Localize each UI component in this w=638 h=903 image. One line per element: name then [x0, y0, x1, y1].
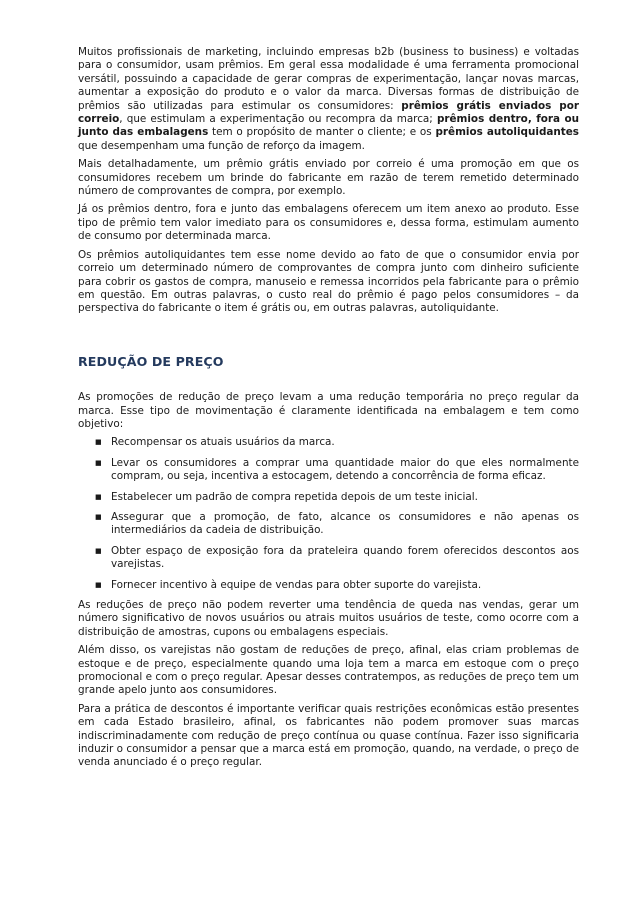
- intro-paragraph-2: Mais detalhadamente, um prêmio grátis enviado por correio é uma promoção em que os consumidores recebem um brinde do fabricante em razão de terem remetido determinado número de comprovantes de compra, por exemplo.: [78, 158, 579, 198]
- section-paragraph-5: As reduções de preço não podem reverter uma tendência de queda nas vendas, gerar um número significativo de novos usuários ou atrais muitos usuários de teste, como ocorre com a distribuição de amostras, cupons ou embalagens especiais.: [78, 599, 579, 638]
- square-bullet-icon: ■: [95, 458, 102, 467]
- list-item: ■ Levar os consumidores a comprar uma quantidade maior do que eles normalmente compram, ou seja, incentiva a estocagem, detendo a concorrência de forma eficaz.: [95, 456, 579, 483]
- list-item: ■ Estabelecer um padrão de compra repetida depois de um teste inicial.: [95, 490, 478, 503]
- intro-paragraph-1: Muitos profissionais de marketing, incluindo empresas b2b (business to business) e voltadas para o consumidor, usam prêmios. Em geral essa modalidade é uma ferramenta promocional versátil, possuindo a capacidade de gerar compras de experimentação, lançar novas marcas, aumentar a exposição do produto e o valor da marca. Diversas formas de distribuição de prêmios são utilizadas para estimular os consumidores: prêmios grátis enviados por correio, que estimulam a experimentação ou recompra da marca; prêmios dentro, fora ou junto das embalagens tem o propósito de manter o cliente; e os prêmios autoliquidantes que desempenham uma função de reforço da imagem.: [78, 46, 579, 152]
- square-bullet-icon: ■: [95, 512, 102, 521]
- square-bullet-icon: ■: [95, 438, 102, 447]
- list-item: ■ Recompensar os atuais usuários da marca.: [95, 436, 335, 449]
- square-bullet-icon: ■: [95, 546, 102, 555]
- bold-term-self-liquidating: prêmios autoliquidantes: [435, 126, 579, 139]
- list-item: ■ Obter espaço de exposição fora da prateleira quando forem oferecidos descontos aos varejistas.: [95, 544, 579, 571]
- square-bullet-icon: ■: [95, 492, 102, 501]
- objectives-list: [78, 436, 579, 592]
- bold-term-package-premiums: prêmios dentro, fora ou junto das embalagens: [78, 113, 579, 139]
- intro-paragraph-4: Os prêmios autoliquidantes tem esse nome devido ao fato de que o consumidor envia por correio um determinado número de comprovantes de compra junto com dinheiro suficiente para cobrir os gastos de compra, manuseio e remessa incorridos pela fabricante para o prêmio em questão. Em outras palavras, o custo real do prêmio é pago pelos consumidores – da perspectiva do fabricante o item é grátis ou, em outras palavras, autoliquidante.: [78, 248, 579, 315]
- bold-term-mail-premiums: prêmios grátis enviados por correio: [78, 99, 579, 126]
- list-item: ■ Fornecer incentivo à equipe de vendas para obter suporte do varejista.: [95, 578, 482, 591]
- section-lead-paragraph: As promoções de redução de preço levam a uma redução temporária no preço regular da marca. Esse tipo de movimentação é claramente identificada na embalagem e tem como objetivo:: [78, 391, 579, 430]
- list-item: ■ Assegurar que a promoção, de fato, alcance os consumidores e não apenas os intermediários da cadeia de distribuição.: [95, 510, 579, 537]
- document-page: [78, 46, 579, 775]
- section-paragraph-6: Além disso, os varejistas não gostam de reduções de preço, afinal, elas criam problemas de estoque e de preço, especialmente quando uma loja tem a marca em estoque com o preço promocional e com o preço regular. Apesar desses contratempos, as reduções de preço tem um grande apelo junto aos consumidores.: [78, 644, 579, 697]
- section-paragraph-7: Para a prática de descontos é importante verificar quais restrições econômicas estão presentes em cada Estado brasileiro, afinal, os fabricantes não podem promover suas marcas indiscriminadamente com redução de preço contínua ou quase contínua. Fazer isso significaria induzir o consumidor a pensar que a marca está em promoção, quando, na verdade, o preço de venda anunciado é o preço regular.: [78, 702, 579, 769]
- intro-paragraph-3: Já os prêmios dentro, fora e junto das embalagens oferecem um item anexo ao produto. Esse tipo de prêmio tem valor imediato para os consumidores e, dessa forma, estimulam aumento de consumo por determinada marca.: [78, 203, 579, 243]
- section-heading: REDUÇÃO DE PREÇO: [78, 353, 224, 369]
- square-bullet-icon: ■: [95, 580, 102, 589]
